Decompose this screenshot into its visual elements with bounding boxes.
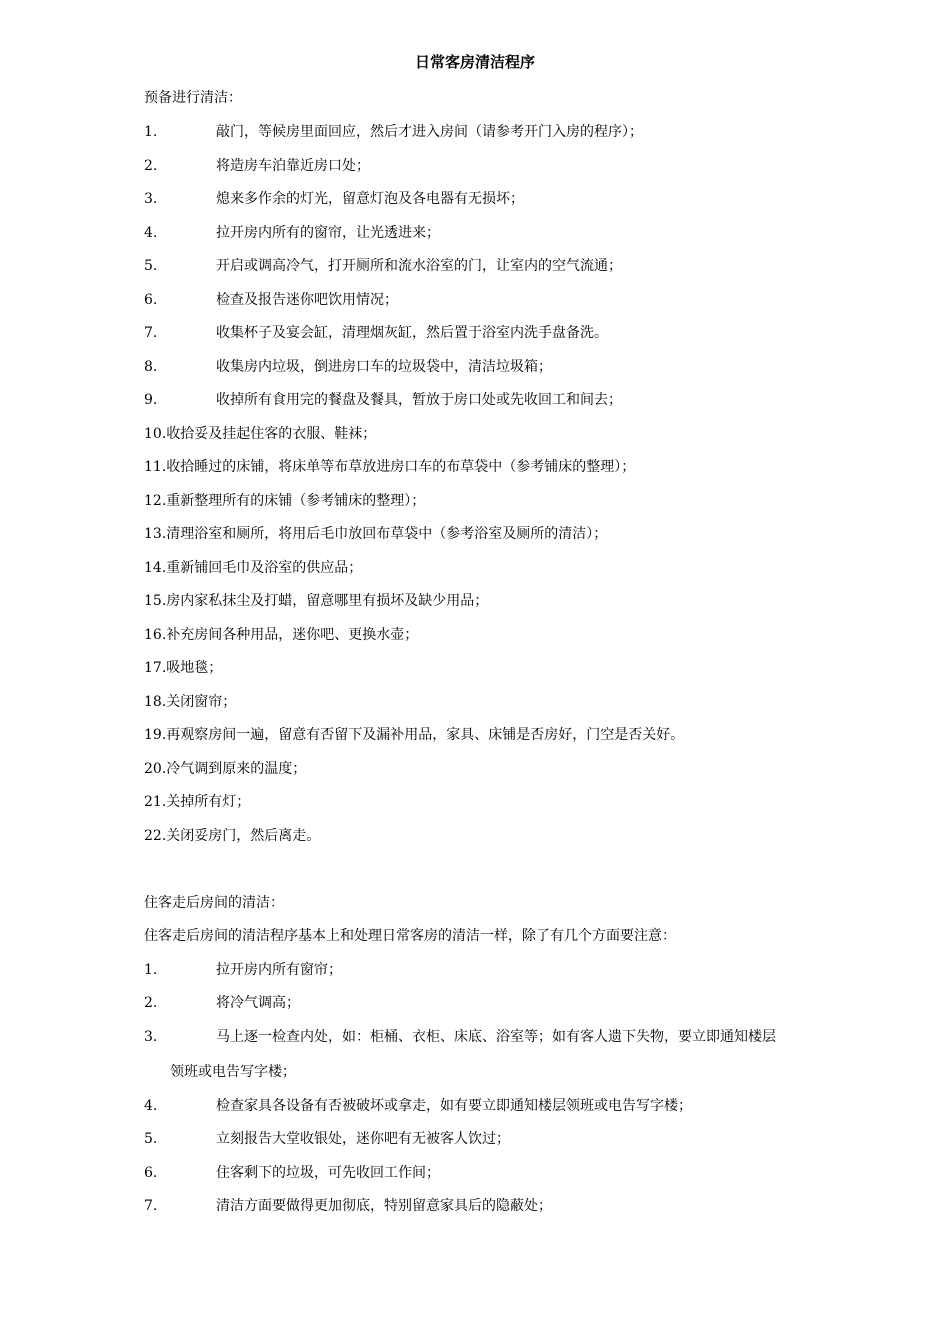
list-item: [144, 792, 250, 812]
item-text: 拉开房内所有的窗帘，让光透进来；: [216, 225, 440, 241]
item-number: 21.: [144, 794, 167, 810]
list-item: [144, 658, 222, 678]
item-number: 3.: [144, 191, 158, 207]
item-text: 冷气调到原来的温度；: [166, 761, 307, 777]
list-item: [144, 357, 552, 377]
item-number: 19.: [144, 727, 167, 743]
list-item: [144, 558, 362, 578]
item-text: 再观察房间一遍，留意有否留下及漏补用品，家具、床铺是否房好，门空是否关好。: [166, 727, 685, 743]
item-text: 清理浴室和厕所，将用后毛巾放回布草袋中（参考浴室及厕所的清洁）；: [166, 526, 608, 542]
list-item: [144, 960, 342, 980]
item-number: 15.: [144, 593, 167, 609]
item-number: 14.: [144, 560, 167, 576]
item-number: 5.: [144, 1131, 158, 1147]
item-text: 开启或调高冷气，打开厕所和流水浴室的门，让室内的空气流通；: [216, 258, 622, 274]
item-text: 检查及报告迷你吧饮用情况；: [216, 292, 398, 308]
list-item: [144, 424, 376, 444]
list-item: [144, 993, 300, 1013]
item-number: 5.: [144, 258, 158, 274]
list-item: [144, 223, 440, 243]
list-item: [144, 256, 622, 276]
item-number: 6.: [144, 1165, 158, 1181]
item-number: 10.: [144, 426, 167, 442]
item-text: 收拾妥及挂起住客的衣服、鞋袜；: [166, 426, 377, 442]
page-title: 日常客房清洁程序: [414, 53, 535, 71]
list-item: [144, 725, 684, 745]
section2-heading: 住客走后房间的清洁：: [144, 895, 284, 911]
item-text: 关掉所有灯；: [166, 794, 251, 810]
item-number: 22.: [144, 828, 167, 844]
item-number: 2.: [144, 158, 158, 174]
item-text: 立刻报告大堂收银处，迷你吧有无被客人饮过；: [216, 1131, 510, 1147]
section1-heading: 预备进行清洁：: [144, 90, 242, 106]
item-text: 收掉所有食用完的餐盘及餐具，暂放于房口处或先收回工和间去；: [216, 392, 622, 408]
item-number: 1.: [144, 962, 158, 978]
item-text: 清洁方面要做得更加彻底，特别留意家具后的隐蔽处；: [216, 1198, 552, 1214]
item-text: 收集房内垃圾，倒进房口车的垃圾袋中，清洁垃圾箱；: [216, 359, 552, 375]
item-number: 13.: [144, 526, 167, 542]
item-number: 4.: [144, 225, 158, 241]
item-number: 8.: [144, 359, 158, 375]
item-text: 吸地毯；: [166, 660, 223, 676]
list-item: [144, 625, 418, 645]
item-number: 17.: [144, 660, 167, 676]
section2-intro: 住客走后房间的清洁程序基本上和处理日常客房的清洁一样，除了有几个方面要注意：: [144, 928, 676, 944]
list-item: [144, 1027, 776, 1047]
item-number: 4.: [144, 1098, 158, 1114]
item-number: 12.: [144, 493, 167, 509]
item-number: 3.: [144, 1029, 158, 1045]
list-item: [144, 290, 398, 310]
list-item: [144, 1096, 692, 1116]
item-text: 将冷气调高；: [216, 995, 300, 1011]
list-item: [144, 156, 370, 176]
item-text: 马上逐一检查内处，如：柜桶、衣柜、床底、浴室等；如有客人遗下失物，要立即通知楼层: [216, 1029, 776, 1045]
item-text: 敲门，等候房里面回应，然后才进入房间（请参考开门入房的程序）；: [216, 124, 643, 140]
item-number: 7.: [144, 325, 158, 341]
list-item: [144, 826, 320, 846]
list-item: [144, 491, 425, 511]
item-number: 1.: [144, 124, 158, 140]
list-item: [144, 524, 607, 544]
item-text: 重新铺回毛巾及浴室的供应品；: [166, 560, 363, 576]
item-number: 9.: [144, 392, 158, 408]
item-text: 熄来多作余的灯光，留意灯泡及各电器有无损坏；: [216, 191, 524, 207]
list-item: [144, 1196, 552, 1216]
list-item: [144, 323, 608, 343]
item-text: 补充房间各种用品，迷你吧、更换水壶；: [166, 627, 419, 643]
list-item: [144, 390, 622, 410]
list-item: [144, 189, 524, 209]
item-text: 将造房车泊靠近房口处；: [216, 158, 370, 174]
item-text: 检查家具各设备有否被破坏或拿走，如有要立即通知楼层领班或电告写字楼；: [216, 1098, 692, 1114]
list-item: [144, 1129, 510, 1149]
list-item: [144, 759, 306, 779]
item-text: 收集杯子及宴会缸，清理烟灰缸，然后置于浴室内洗手盘备洗。: [216, 325, 608, 341]
item-number: 20.: [144, 761, 167, 777]
list-item: [144, 457, 635, 477]
item-number: 11.: [144, 459, 167, 475]
item-text: 住客剩下的垃圾，可先收回工作间；: [216, 1165, 440, 1181]
item-number: 18.: [144, 694, 167, 710]
item-number: 16.: [144, 627, 167, 643]
item-number: 2.: [144, 995, 158, 1011]
item-text: 重新整理所有的床铺（参考铺床的整理）；: [166, 493, 426, 509]
item-text: 关闭妥房门，然后离走。: [166, 828, 321, 844]
list-item: [144, 122, 643, 142]
item-text: 关闭窗帘；: [166, 694, 237, 710]
item-number: 6.: [144, 292, 158, 308]
item-text: 房内家私抹尘及打蜡，留意哪里有损坏及缺少用品；: [166, 593, 489, 609]
item-number: 7.: [144, 1198, 158, 1214]
item-text: 拉开房内所有窗帘；: [216, 962, 342, 978]
list-item: [144, 1163, 440, 1183]
item-text: 收拾睡过的床铺，将床单等布草放进房口车的布草袋中（参考铺床的整理）；: [166, 459, 636, 475]
list-item-continuation: 领班或电告写字楼；: [170, 1064, 296, 1080]
list-item: [144, 591, 488, 611]
list-item: [144, 692, 236, 712]
